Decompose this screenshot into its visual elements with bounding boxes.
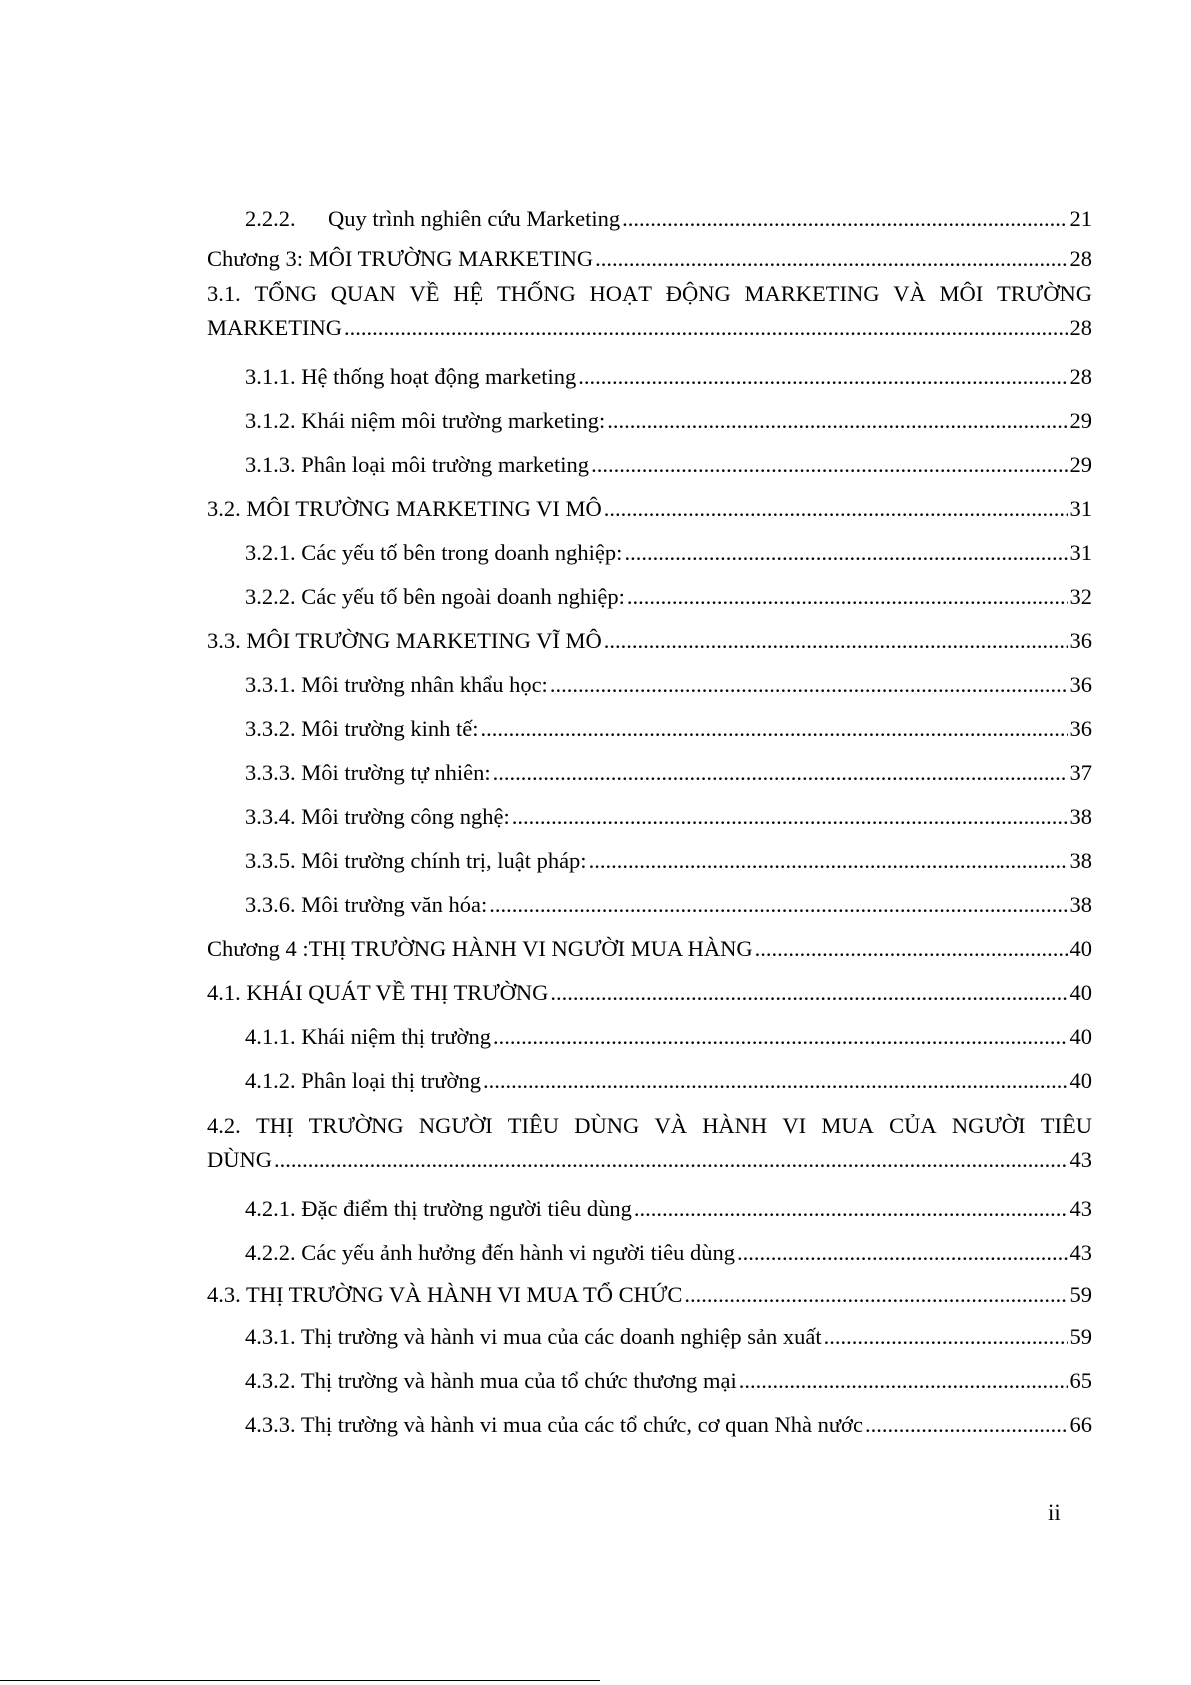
toc-entry-3-3 — [207, 619, 1092, 663]
toc-entry-3-3-1 — [207, 663, 1092, 707]
toc-page: 29 — [1069, 452, 1092, 477]
dot-leader — [607, 409, 1067, 434]
toc-title: 3.3. MÔI TRƯỜNG MARKETING VĨ MÔ — [207, 628, 602, 653]
toc-word: DÙNG — [574, 1113, 640, 1138]
toc-title-line-1 — [207, 1109, 1092, 1143]
toc-entry-2-2-2 — [207, 197, 1092, 241]
toc-word: TRƯỜNG — [308, 1113, 404, 1138]
toc-entry-3-1-1 — [207, 355, 1092, 399]
toc-word: VỀ — [409, 281, 440, 306]
toc-entry-4-2 — [207, 1109, 1092, 1177]
toc-entry-4-2-1 — [207, 1187, 1092, 1231]
toc-word: VI — [782, 1113, 807, 1138]
toc-title: 3.1.1. Hệ thống hoạt động marketing — [245, 364, 577, 389]
toc-title: 3.3.3. Môi trường tự nhiên: — [245, 760, 491, 785]
toc-page: 28 — [1069, 246, 1092, 271]
toc-title: 4.1.2. Phân loại thị trường — [245, 1068, 481, 1093]
toc-entry-3-2-2 — [207, 575, 1092, 619]
toc-title: 3.2. MÔI TRƯỜNG MARKETING VI MÔ — [207, 496, 602, 521]
toc-word: VÀ — [893, 281, 926, 306]
toc-word: TỔNG — [254, 281, 317, 306]
dot-leader — [684, 1283, 1067, 1308]
toc-page: 43 — [1069, 1196, 1092, 1221]
toc-entry-3-1-3 — [207, 443, 1092, 487]
toc-word: QUAN — [330, 281, 396, 306]
toc-title: 4.3. THỊ TRƯỜNG VÀ HÀNH VI MUA TỔ CHỨC — [207, 1282, 683, 1307]
toc-page: 40 — [1069, 936, 1092, 961]
toc-entry-chuong-4 — [207, 927, 1092, 971]
dot-leader — [737, 1241, 1068, 1266]
toc-title: DÙNG — [207, 1147, 272, 1172]
dot-leader — [604, 629, 1068, 654]
toc-title: 4.3.3. Thị trường và hành vi mua của các tổ chức, cơ quan Nhà nước — [245, 1412, 863, 1437]
toc-entry-4-1-1 — [207, 1015, 1092, 1059]
toc-entry-3-3-6 — [207, 883, 1092, 927]
toc-page: 31 — [1069, 496, 1092, 521]
dot-leader — [591, 453, 1067, 478]
toc-page: 65 — [1069, 1368, 1092, 1393]
toc-entry-3-1-2 — [207, 399, 1092, 443]
toc-label — [245, 197, 620, 241]
page-number: ii — [1048, 1500, 1061, 1525]
toc-word: TRƯỜNG — [997, 281, 1092, 306]
toc-title: 3.3.1. Môi trường nhân khẩu học: — [245, 672, 548, 697]
dot-leader — [550, 673, 1068, 698]
table-of-contents — [207, 197, 1092, 1447]
dot-leader — [493, 1025, 1068, 1050]
toc-page: 59 — [1069, 1282, 1092, 1307]
dot-leader — [627, 585, 1068, 610]
dot-leader — [865, 1413, 1068, 1438]
toc-page: 28 — [1069, 315, 1092, 340]
toc-entry-4-1-2 — [207, 1059, 1092, 1103]
toc-page: 40 — [1069, 1024, 1092, 1049]
toc-word: NGƯỜI — [951, 1113, 1026, 1138]
dot-leader — [739, 1369, 1068, 1394]
toc-title: 4.2.1. Đặc điểm thị trường người tiêu dùng — [245, 1196, 632, 1221]
toc-title: 3.3.6. Môi trường văn hóa: — [245, 892, 488, 917]
toc-word: ĐỘNG — [665, 281, 731, 306]
toc-page: 29 — [1069, 408, 1092, 433]
toc-word: TIÊU — [1040, 1113, 1092, 1138]
dot-leader — [595, 247, 1067, 272]
toc-word: NGƯỜI — [418, 1113, 493, 1138]
toc-title: 3.3.4. Môi trường công nghệ: — [245, 804, 510, 829]
toc-word: HÀNH — [702, 1113, 768, 1138]
toc-number: 2.2.2. — [245, 206, 296, 231]
toc-word: CỦA — [889, 1113, 937, 1138]
toc-page: 66 — [1069, 1412, 1092, 1437]
toc-page: 38 — [1069, 804, 1092, 829]
toc-word: HỆ — [453, 281, 484, 306]
toc-title: 3.1.3. Phân loại môi trường marketing — [245, 452, 590, 477]
toc-title-line-1 — [207, 277, 1092, 311]
toc-title: Quy trình nghiên cứu Marketing — [328, 206, 621, 231]
dot-leader — [550, 981, 1067, 1006]
toc-page: 43 — [1069, 1147, 1092, 1172]
toc-entry-chuong-3 — [207, 241, 1092, 277]
toc-entry-3-2-1 — [207, 531, 1092, 575]
dot-leader — [622, 207, 1067, 232]
toc-page: 59 — [1069, 1324, 1092, 1349]
toc-page: 40 — [1069, 980, 1092, 1005]
toc-title: 4.1.1. Khái niệm thị trường — [245, 1024, 491, 1049]
toc-word: MARKETING — [744, 281, 880, 306]
toc-title-line-2 — [207, 311, 1092, 345]
toc-entry-3-3-5 — [207, 839, 1092, 883]
toc-page: 28 — [1069, 364, 1092, 389]
toc-entry-3-1 — [207, 277, 1092, 345]
dot-leader — [634, 1197, 1068, 1222]
toc-entry-4-3-2 — [207, 1359, 1092, 1403]
toc-word: TIÊU — [507, 1113, 560, 1138]
toc-word: MÔI — [939, 281, 984, 306]
toc-page: 31 — [1069, 540, 1092, 565]
toc-page: 21 — [1069, 206, 1092, 231]
toc-title: 3.3.5. Môi trường chính trị, luật pháp: — [245, 848, 587, 873]
dot-leader — [755, 937, 1068, 962]
dot-leader — [489, 893, 1067, 918]
toc-word: 3.1. — [207, 281, 241, 306]
toc-page: 43 — [1069, 1240, 1092, 1265]
toc-title: 4.2.2. Các yếu ảnh hưởng đến hành vi người tiêu dùng — [245, 1240, 735, 1265]
dot-leader — [624, 541, 1067, 566]
toc-word: VÀ — [654, 1113, 687, 1138]
dot-leader — [578, 365, 1067, 390]
toc-title-line-2 — [207, 1143, 1092, 1177]
toc-entry-4-3-1 — [207, 1315, 1092, 1359]
toc-word: MUA — [821, 1113, 874, 1138]
toc-entry-3-3-2 — [207, 707, 1092, 751]
dot-leader — [512, 805, 1068, 830]
toc-title: 4.1. KHÁI QUÁT VỀ THỊ TRƯỜNG — [207, 980, 549, 1005]
toc-page: 32 — [1069, 584, 1092, 609]
dot-leader — [274, 1148, 1068, 1173]
dot-leader — [589, 849, 1068, 874]
toc-title: Chương 4 :THỊ TRƯỜNG HÀNH VI NGƯỜI MUA HÀNG — [207, 936, 753, 961]
toc-title: 4.3.1. Thị trường và hành vi mua của các doanh nghiệp sản xuất — [245, 1324, 822, 1349]
toc-title: 3.2.2. Các yếu tố bên ngoài doanh nghiệp: — [245, 584, 625, 609]
toc-title: 3.2.1. Các yếu tố bên trong doanh nghiệp: — [245, 540, 623, 565]
toc-title: MARKETING — [207, 315, 342, 340]
toc-page: 37 — [1069, 760, 1092, 785]
footnote-divider — [0, 1680, 600, 1681]
toc-entry-4-2-2 — [207, 1231, 1092, 1275]
toc-entry-4-3 — [207, 1275, 1092, 1315]
toc-entry-4-3-3 — [207, 1403, 1092, 1447]
toc-title: Chương 3: MÔI TRƯỜNG MARKETING — [207, 246, 594, 271]
toc-page: 40 — [1069, 1068, 1092, 1093]
toc-page: 38 — [1069, 892, 1092, 917]
toc-page: 36 — [1069, 672, 1092, 697]
toc-title: 4.3.2. Thị trường và hành mua của tổ chức thương mại — [245, 1368, 737, 1393]
dot-leader — [493, 761, 1068, 786]
toc-entry-4-1 — [207, 971, 1092, 1015]
toc-word: HOẠT — [589, 281, 652, 306]
toc-entry-3-3-3 — [207, 751, 1092, 795]
toc-entry-3-2 — [207, 487, 1092, 531]
toc-title: 3.1.2. Khái niệm môi trường marketing: — [245, 408, 606, 433]
dot-leader — [344, 316, 1068, 341]
toc-title: 3.3.2. Môi trường kinh tế: — [245, 716, 479, 741]
dot-leader — [480, 717, 1067, 742]
toc-page: 36 — [1069, 716, 1092, 741]
toc-page: 38 — [1069, 848, 1092, 873]
dot-leader — [604, 497, 1068, 522]
dot-leader — [824, 1325, 1068, 1350]
toc-page: 36 — [1069, 628, 1092, 653]
toc-word: THỐNG — [497, 281, 576, 306]
dot-leader — [483, 1069, 1068, 1094]
toc-word: 4.2. — [207, 1113, 241, 1138]
toc-word: THỊ — [255, 1113, 294, 1138]
toc-entry-3-3-4 — [207, 795, 1092, 839]
